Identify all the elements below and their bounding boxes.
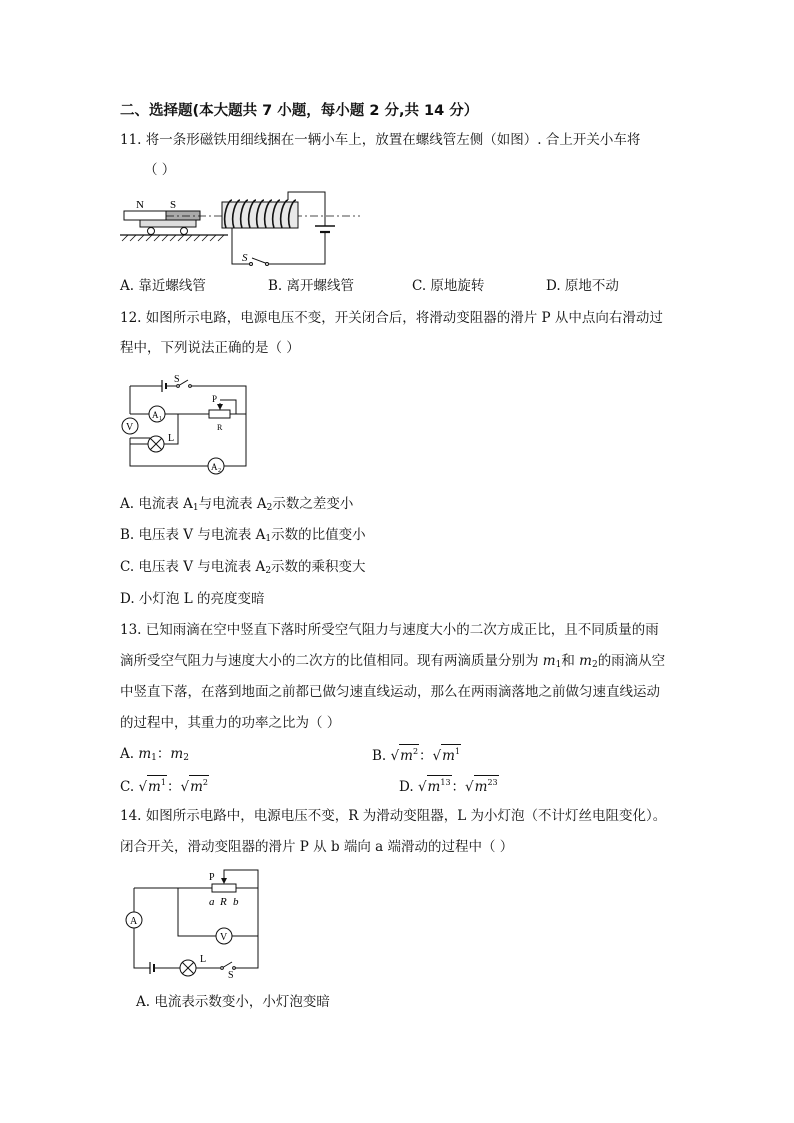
question-12-stem-line1: 12. 如图所示电路，电源电压不变，开关闭合后，将滑动变阻器的滑片 P 从中点向右滑动过 xyxy=(120,310,663,326)
q14-end-b-label: b xyxy=(233,896,239,908)
q14-switch-label: S xyxy=(228,970,234,978)
q11-option-a: A. 靠近螺线管 xyxy=(120,278,206,294)
q14-voltmeter-label: V xyxy=(220,932,228,943)
q14-ammeter-label: A xyxy=(130,916,138,927)
question-13-stem-line1: 13. 已知雨滴在空中竖直下落时所受空气阻力与速度大小的二次方成正比，且不同质量的雨 xyxy=(120,622,659,638)
q13-option-b: B. $√m^2$：$√m^1$ xyxy=(372,744,461,766)
voltmeter-v-label: V xyxy=(126,422,134,433)
q11-option-d: D. 原地不动 xyxy=(546,278,619,294)
q13-option-a: A. $m_1$：$m_2$ xyxy=(120,746,189,763)
ammeter-a2-label: A xyxy=(211,462,218,472)
q11-option-b: B. 离开螺线管 xyxy=(268,278,355,294)
q14-lamp-label: L xyxy=(200,954,207,965)
q12-switch-label: S xyxy=(174,374,180,385)
q12-option-c: C. 电压表 V 与电流表 $A_2$示数的乘积变大 xyxy=(120,559,366,576)
ammeter-a1-label: A xyxy=(152,410,159,420)
question-11-answer-bracket: （ ） xyxy=(144,162,176,178)
q14-rheostat-r-label: R xyxy=(220,896,227,908)
circuit-figure-q12 xyxy=(116,370,252,478)
question-11-stem: 11. 将一条形磁铁用细线捆在一辆小车上，放置在螺线管左侧（如图）. 合上开关小车将 xyxy=(120,132,641,148)
question-14-stem-line1: 14. 如图所示电路中，电源电压不变，R 为滑动变阻器，L 为小灯泡（不计灯丝电阻变化）。 xyxy=(120,808,667,824)
q13-option-d: D. $√m^{13}$：$√m^{23}$ xyxy=(399,775,499,797)
solenoid-magnet-figure xyxy=(118,188,364,272)
circuit-figure-q14 xyxy=(120,866,266,978)
q14-option-a: A. 电流表示数变小，小灯泡变暗 xyxy=(136,994,330,1010)
question-12-stem-line2: 程中，下列说法正确的是（ ） xyxy=(120,340,300,356)
magnet-n-label: N xyxy=(136,199,144,211)
question-13-stem-line4: 的过程中，其重力的功率之比为（ ） xyxy=(120,715,341,731)
q12-rheostat-r-label: R xyxy=(217,423,223,432)
ammeter-a1-sub: 1 xyxy=(159,416,162,422)
ammeter-a2-sub: 2 xyxy=(218,468,221,474)
lamp-l-label: L xyxy=(168,433,175,444)
switch-s-label: S xyxy=(242,252,248,264)
section-title: 二、选择题(本大题共 7 小题，每小题 2 分,共 14 分） xyxy=(120,103,479,119)
magnet-s-label: S xyxy=(170,199,177,211)
q12-option-b: B. 电压表 V 与电流表 $A_1$示数的比值变小 xyxy=(120,527,366,544)
q12-option-d: D. 小灯泡 L 的亮度变暗 xyxy=(120,591,265,607)
q12-option-a: A. 电流表 $A_1$与电流表 $A_2$示数之差变小 xyxy=(120,496,354,513)
q14-end-a-label: a xyxy=(209,896,215,908)
question-13-stem-line2: 滴所受空气阻力与速度大小的二次方的比值相同。现有两滴质量分别为 $m_1$和 $m_2$的雨滴从空 xyxy=(120,653,666,670)
q13-option-c: C. $√m^1$：$√m^2$ xyxy=(120,775,209,797)
question-14-stem-line2: 闭合开关，滑动变阻器的滑片 P 从 b 端向 a 端滑动的过程中（ ） xyxy=(120,839,514,855)
q12-slider-p-label: P xyxy=(212,394,218,404)
q14-slider-p-label: P xyxy=(209,872,215,883)
q11-option-c: C. 原地旋转 xyxy=(412,278,485,294)
question-13-stem-line3: 中竖直下落，在落到地面之前都已做匀速直线运动，那么在两雨滴落地之前做匀速直线运动 xyxy=(120,684,660,700)
